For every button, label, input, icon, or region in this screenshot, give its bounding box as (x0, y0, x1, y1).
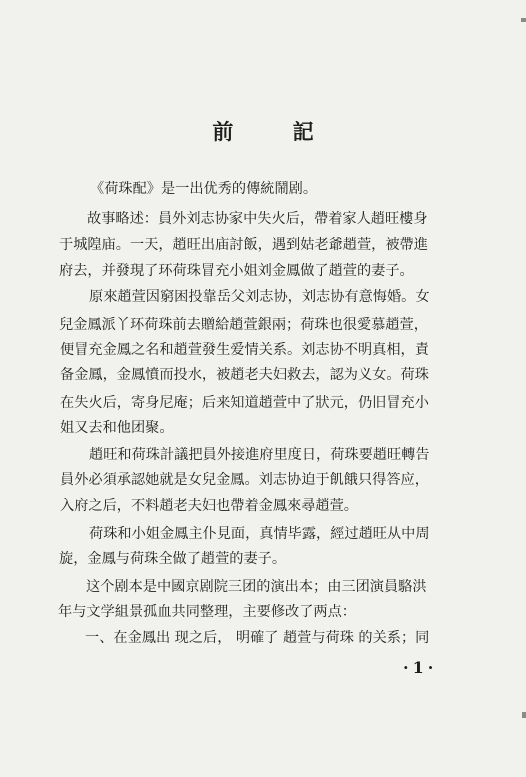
text-line: 在失火后，寄身尼庵；后来知道趙萱中了狀元，仍旧冒充小 (60, 395, 429, 411)
scan-edge-mark (521, 18, 526, 22)
text-line: 故事略述：員外刘志协家中失火后，帶着家人趙旺樓身 (87, 211, 428, 227)
text-line: 原來趙萱因窮困投靠岳父刘志协，刘志协有意悔婚。女 (89, 289, 430, 305)
text-line: 旋，金鳳与荷珠全做了趙萱的妻子。 (59, 551, 287, 567)
text-line: 备金鳳，金鳳憤而投水，被趙老夫妇救去，認为义女。荷珠 (60, 367, 429, 383)
text-line: 这个剧本是中國京剧院三团的演出本；由三团演員駱洪 (86, 579, 427, 595)
text-line: 便冒充金鳳之名和趙萱發生爱情关系。刘志协不明真相，責 (60, 342, 429, 358)
text-line: 員外必須承認她就是女兒金鳳。刘志协迫于飢餓只得答应， (60, 472, 429, 488)
text-line: 兒金鳳派丫环荷珠前去贈給趙萱銀兩；荷珠也很愛慕趙萱， (59, 317, 428, 333)
text-line: 府去，并發現了环荷珠冒充小姐刘金鳳做了趙萱的妻子。 (59, 263, 414, 279)
text-line: 于城隍庙。一天，趙旺出庙討飯，遇到姑老爺趙萱，被帶進 (59, 237, 428, 253)
text-line: 《荷珠配》是一出优秀的傳統鬧剧。 (90, 181, 318, 197)
scan-edge-mark (522, 712, 526, 718)
text-line: 姐又去和他团聚。 (60, 420, 174, 436)
page-number: ·1· (403, 658, 438, 677)
text-line: 荷珠和小姐金鳳主仆見面，真情毕露，經过趙旺从中周 (89, 526, 430, 542)
text-line: 趙旺和荷珠計議把員外接進府里度日，荷珠要趙旺轉告 (89, 447, 430, 463)
text-line: 一、在金鳳出 现之后， 明確了 趙萱与荷珠 的关系；同 (85, 630, 430, 646)
text-line: 年与文学組景孤血共同整理，主要修改了两点： (58, 604, 356, 620)
text-line: 入府之后，不料趙老夫妇也帶着金鳳來尋趙萱。 (60, 498, 358, 514)
page-title: 前 記 (212, 119, 340, 144)
